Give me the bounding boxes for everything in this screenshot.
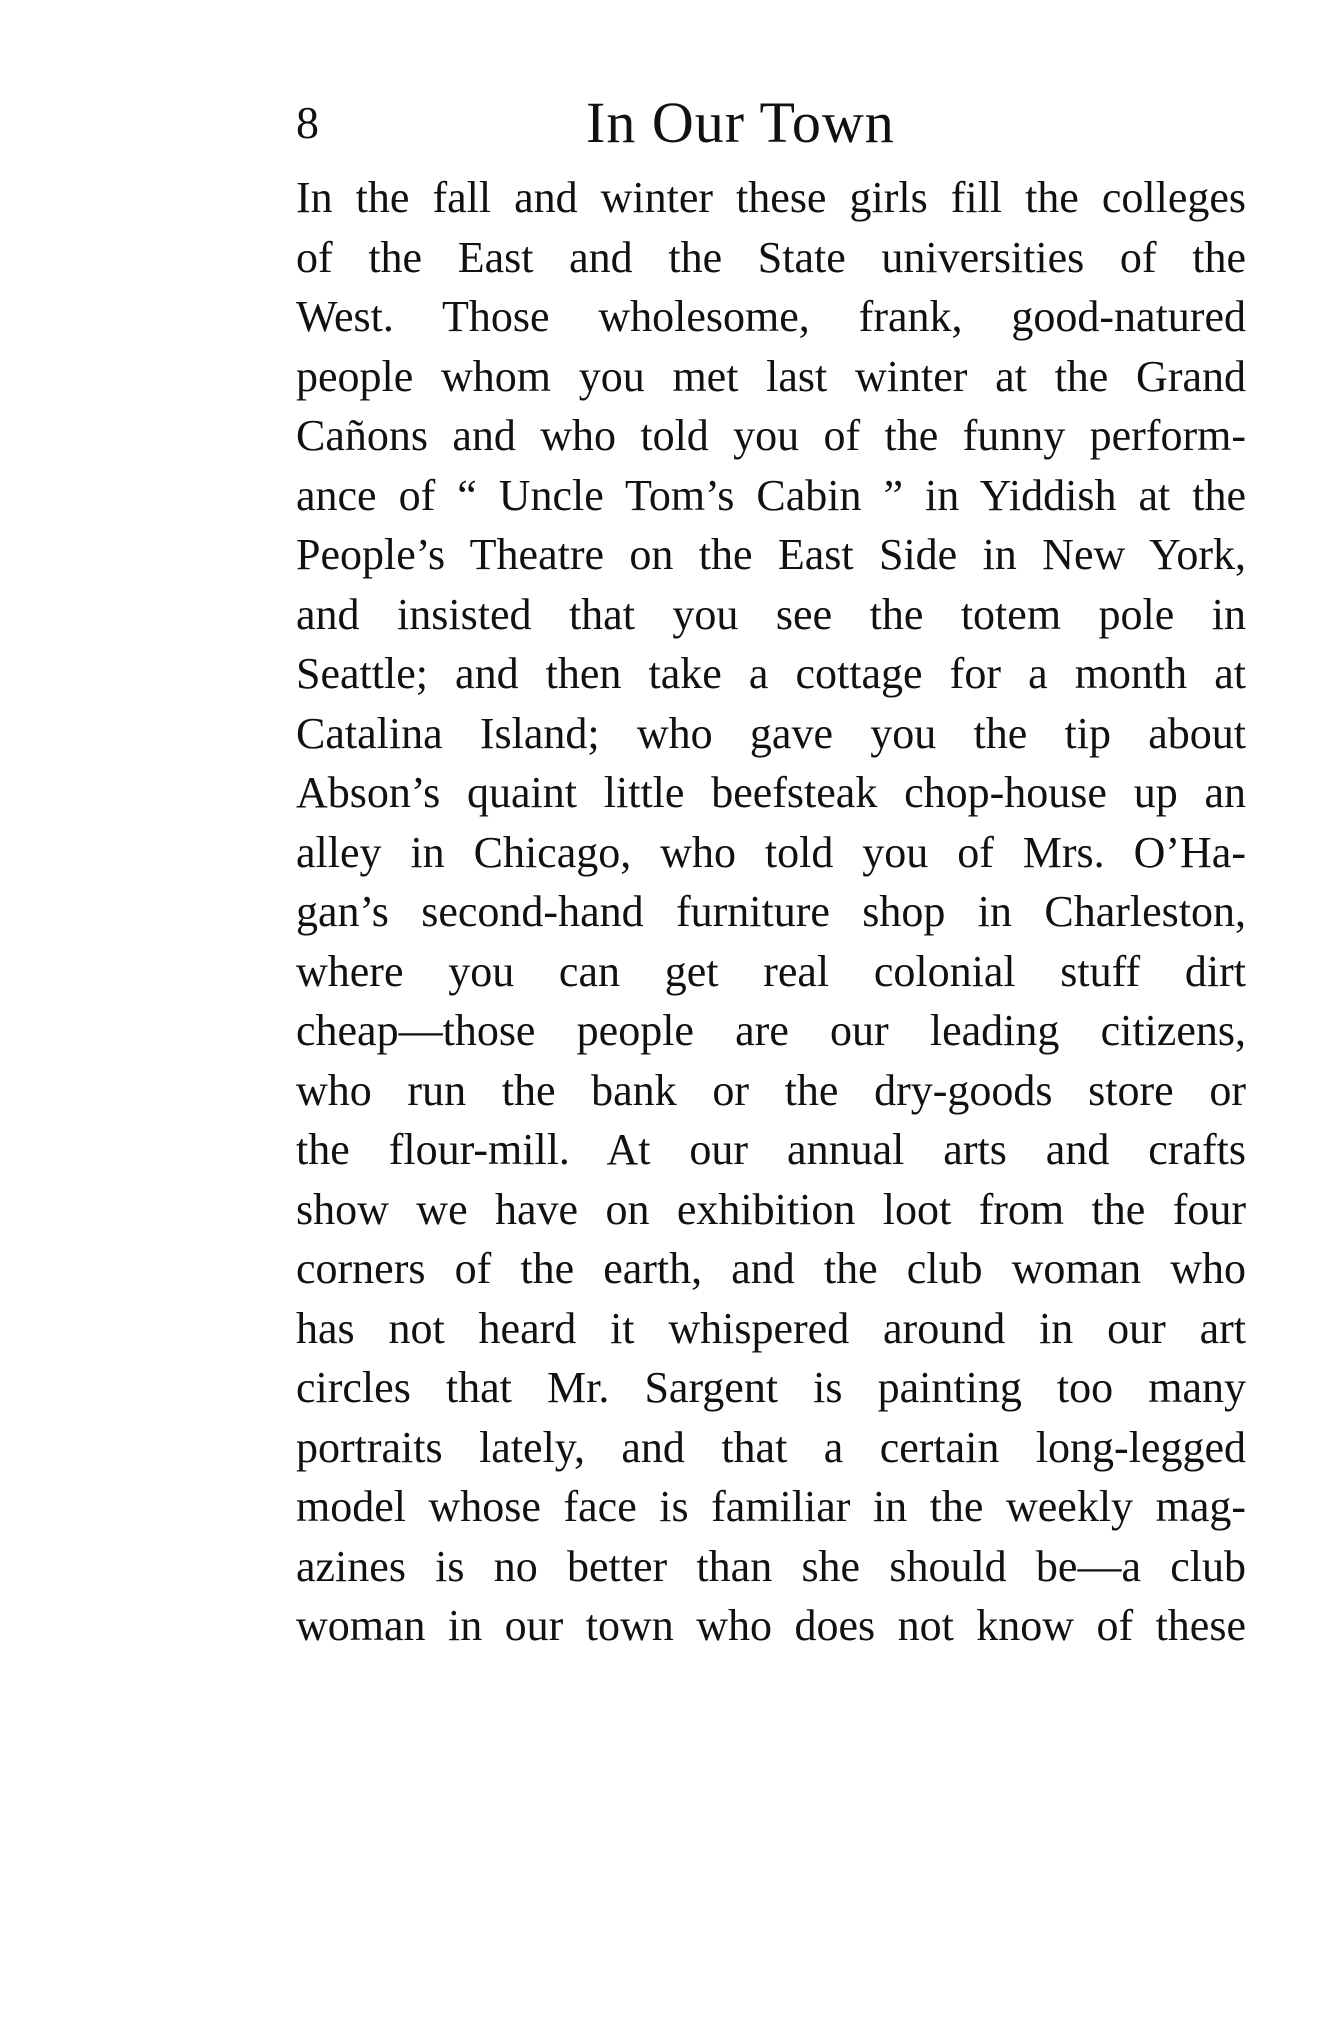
text-line: Seattle; and then take a cottage for a month at [296,649,1246,698]
text-line: Cañons and who told you of the funny perform- [296,411,1246,460]
text-line: of the East and the State universities of the [296,232,1246,282]
text-line: model whose face is familiar in the weekly mag- [296,1482,1246,1531]
text-line: In the fall and winter these girls fill the colleges [296,173,1246,222]
text-line: and insisted that you see the totem pole in [296,589,1246,639]
text-line: circles that Mr. Sargent is painting too many [296,1363,1246,1412]
text-line: show we have on exhibition loot from the four [296,1184,1246,1234]
text-line: who run the bank or the dry-goods store or [296,1065,1246,1115]
text-line: West. Those wholesome, frank, good-natured [296,292,1246,341]
running-title: In Our Town [586,90,895,155]
text-line: azines is no better than she should be—a club [296,1541,1246,1591]
text-line: gan’s second-hand furniture shop in Charleston, [296,887,1246,936]
text-line: has not heard it whispered around in our art [296,1303,1246,1353]
text-line: woman in our town who does not know of these [296,1601,1246,1650]
body-text [296,168,1246,1656]
text-line: where you can get real colonial stuff dirt [296,946,1246,996]
text-line: corners of the earth, and the club woman who [296,1244,1246,1293]
text-line: Catalina Island; who gave you the tip about [296,708,1246,758]
page-header [296,88,1246,158]
text-line: People’s Theatre on the East Side in New York, [296,530,1246,579]
text-line: portraits lately, and that a certain long-legged [296,1422,1246,1472]
page-number: 8 [296,97,319,148]
text-line: people whom you met last winter at the Grand [296,351,1246,401]
text-line: alley in Chicago, who told you of Mrs. O’Ha- [296,827,1246,877]
text-line: cheap—those people are our leading citizens, [296,1006,1246,1055]
text-line: ance of “ Uncle Tom’s Cabin ” in Yiddish at the [296,470,1246,520]
text-line: Abson’s quaint little beefsteak chop-house up an [296,768,1246,817]
text-line: the flour-mill. At our annual arts and crafts [296,1125,1246,1174]
